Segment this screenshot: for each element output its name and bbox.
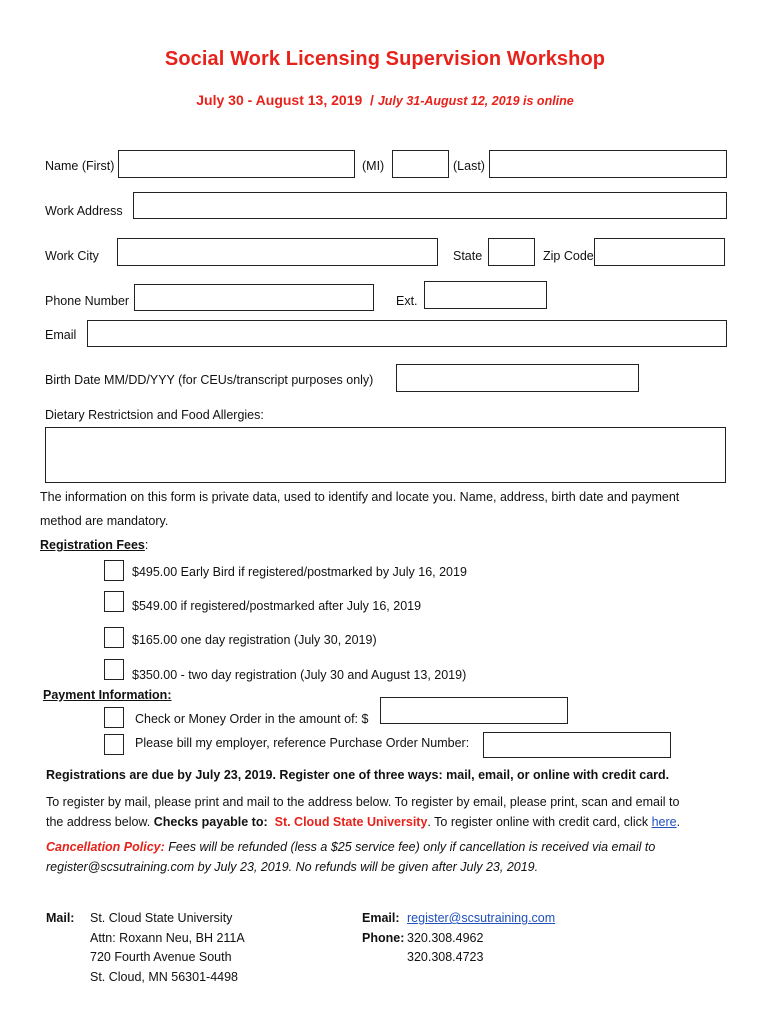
cancellation-policy-label: Cancellation Policy: [46, 840, 165, 854]
fee-early-bird-checkbox[interactable] [104, 560, 124, 581]
contact-phone-1: 320.308.4962 [407, 931, 484, 945]
payment-info-heading: Payment Information: [43, 688, 172, 702]
payment-check-label: Check or Money Order in the amount of: $ [135, 712, 369, 726]
registration-fees-title: Registration Fees [40, 538, 145, 552]
fee-two-day-checkbox[interactable] [104, 659, 124, 680]
phone-label: Phone Number [45, 294, 130, 308]
payment-bill-employer-label: Please bill my employer, reference Purchase Order Number: [135, 736, 470, 750]
mail-address-line-4: St. Cloud, MN 56301-4498 [90, 970, 239, 984]
register-mail-line-2a: the address below. [46, 815, 154, 829]
mail-address-line-1: St. Cloud State University [90, 911, 233, 925]
purchase-order-field[interactable] [483, 732, 671, 758]
dates-separator: / [370, 92, 374, 108]
fee-one-day-checkbox[interactable] [104, 627, 124, 648]
payment-bill-employer-checkbox[interactable] [104, 734, 124, 755]
work-address-field[interactable] [133, 192, 727, 219]
middle-initial-field[interactable] [392, 150, 449, 178]
privacy-line-1: The information on this form is private data, used to identify and locate you. Name, address, birth date and payment [40, 490, 680, 504]
last-name-field[interactable] [489, 150, 727, 178]
dates-range: July 30 - August 13, 2019 [196, 92, 363, 108]
registration-fees-heading [40, 538, 148, 552]
cancellation-line-1 [46, 837, 655, 857]
fee-two-day-label: $350.00 - two day registration (July 30 and August 13, 2019) [132, 668, 467, 682]
last-name-label: (Last) [453, 159, 485, 173]
contact-email-link[interactable]: register@scsutraining.com [407, 911, 556, 925]
contact-phone-2: 320.308.4723 [407, 950, 484, 964]
work-city-label: Work City [45, 249, 99, 263]
cancellation-text-1: Fees will be refunded (less a $25 service fee) only if cancellation is received via email to [164, 840, 656, 854]
first-name-field[interactable] [118, 150, 355, 178]
privacy-line-2: method are mandatory. [40, 514, 169, 528]
register-mail-line-1: To register by mail, please print and mail to the address below. To register by email, please print, scan and email to [46, 795, 680, 809]
form-dates [0, 92, 770, 108]
payment-amount-field[interactable] [380, 697, 568, 724]
mail-label: Mail: [46, 911, 75, 925]
cancellation-text-2: register@scsutraining.com by July 23, 2019. No refunds will be given after July 23, 2019. [46, 860, 539, 874]
form-title: Social Work Licensing Supervision Workshop [164, 48, 606, 70]
contact-phone-label: Phone: [362, 931, 405, 945]
dietary-label: Dietary Restrictsion and Food Allergies: [45, 408, 264, 422]
work-address-label: Work Address [45, 204, 123, 218]
register-mail-line-2 [46, 812, 680, 832]
dietary-textarea[interactable] [45, 427, 726, 483]
payee-university: St. Cloud State University [274, 815, 428, 829]
email-label: Email [45, 328, 77, 342]
registration-due-text: Registrations are due by July 23, 2019. Register one of three ways: mail, email, or online with credit card. [46, 768, 670, 782]
checks-payable-label: Checks payable to: [153, 815, 268, 829]
birth-date-label: Birth Date MM/DD/YYY (for CEUs/transcript purposes only) [45, 373, 374, 387]
online-dates-note: July 31-August 12, 2019 is online [377, 94, 574, 108]
mi-label: (MI) [362, 159, 385, 173]
fee-one-day-label: $165.00 one day registration (July 30, 2019) [132, 633, 377, 647]
payment-check-checkbox[interactable] [104, 707, 124, 728]
mail-address-line-2: Attn: Roxann Neu, BH 211A [90, 931, 245, 945]
fee-early-bird-label: $495.00 Early Bird if registered/postmarked by July 16, 2019 [132, 565, 467, 579]
fee-regular-label: $549.00 if registered/postmarked after July 16, 2019 [132, 599, 422, 613]
email-field[interactable] [87, 320, 727, 347]
zip-code-label: Zip Code [543, 249, 594, 263]
name-first-label: Name (First) [45, 159, 115, 173]
birth-date-field[interactable] [396, 364, 639, 392]
work-city-field[interactable] [117, 238, 438, 266]
register-mail-line-2b: . To register online with credit card, click [427, 815, 652, 829]
phone-ext-field[interactable] [424, 281, 547, 309]
ext-label: Ext. [396, 294, 418, 308]
registration-fees-colon: : [144, 538, 149, 552]
state-label: State [453, 249, 483, 263]
phone-field[interactable] [134, 284, 374, 311]
zip-code-field[interactable] [594, 238, 725, 266]
register-mail-line-2c: . [676, 815, 681, 829]
contact-email-label: Email: [362, 911, 400, 925]
fee-regular-checkbox[interactable] [104, 591, 124, 612]
register-online-link[interactable]: here [651, 815, 677, 829]
state-field[interactable] [488, 238, 535, 266]
mail-address-line-3: 720 Fourth Avenue South [90, 950, 232, 964]
